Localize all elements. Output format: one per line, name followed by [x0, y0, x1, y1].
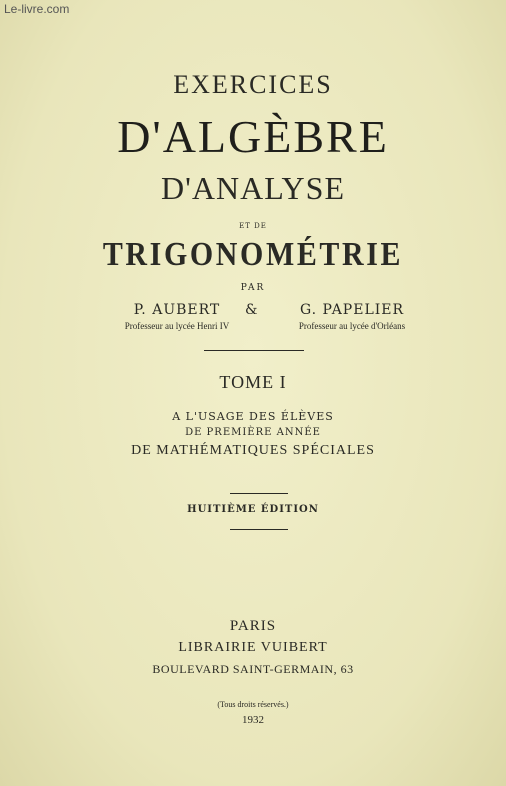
usage-line-1: A L'USAGE DES ÉLÈVES — [172, 410, 334, 423]
authors-block — [0, 302, 506, 342]
publisher-address: BOULEVARD SAINT-GERMAIN, 63 — [152, 662, 354, 676]
title-line-2: D'ALGÈBRE — [117, 111, 389, 162]
author-2-name: G. PAPELIER — [299, 302, 405, 318]
divider-rule — [204, 350, 304, 351]
author-1-name: P. AUBERT — [133, 302, 221, 318]
author-1 — [92, 302, 262, 331]
tome-label: TOME I — [219, 372, 287, 392]
par-label: PAR — [240, 283, 266, 293]
title-line-4: ET DE — [239, 222, 267, 230]
edition-label: HUITIÈME ÉDITION — [187, 504, 319, 515]
rights-notice: (Tous droits réservés.) — [217, 700, 289, 709]
usage-line-2: DE PREMIÈRE ANNÉE — [185, 427, 321, 438]
ampersand: & — [245, 302, 258, 318]
edition-rule-bottom — [230, 529, 288, 530]
author-1-affiliation: Professeur au lycée Henri IV — [124, 321, 230, 331]
edition-rule-top — [230, 493, 288, 494]
title-line-5: TRIGONOMÉTRIE — [102, 236, 404, 273]
title-line-3: D'ANALYSE — [161, 170, 345, 206]
title-line-1: EXERCICES — [173, 70, 333, 99]
usage-line-3: DE MATHÉMATIQUES SPÉCIALES — [131, 443, 375, 458]
author-2 — [272, 302, 432, 331]
author-2-affiliation: Professeur au lycée d'Orléans — [298, 321, 406, 331]
watermark: Le-livre.com — [4, 2, 70, 16]
publisher-name: LIBRAIRIE VUIBERT — [178, 640, 328, 655]
publisher-city: PARIS — [229, 618, 277, 634]
publication-year: 1932 — [242, 714, 264, 726]
